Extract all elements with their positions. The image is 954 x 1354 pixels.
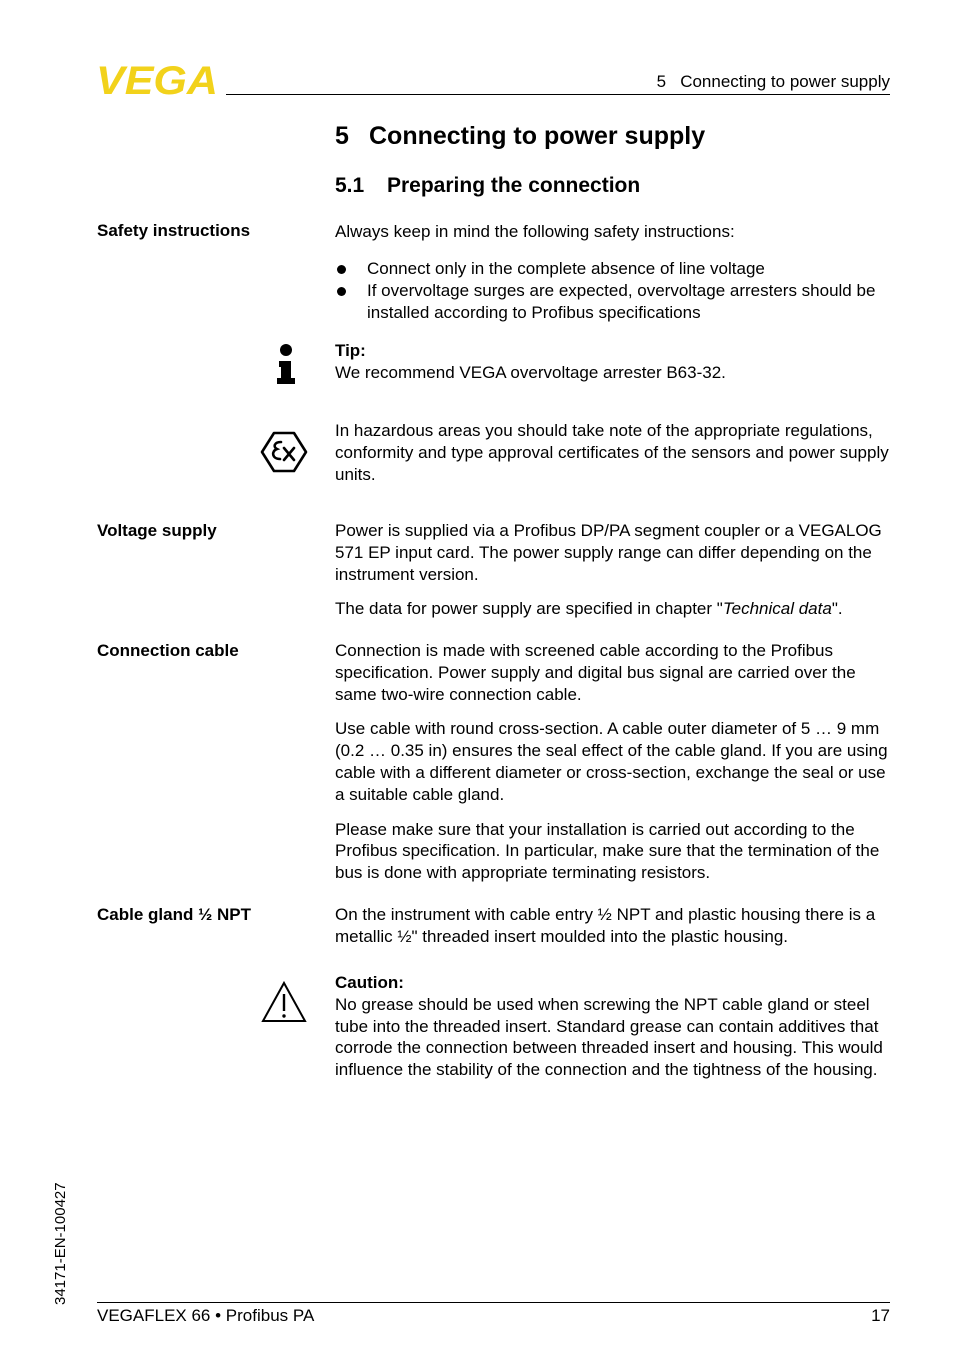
chapter-number: 5 xyxy=(335,122,349,150)
cable-paragraph-1: Connection is made with screened cable according to the Profibus specification. Power supply and digital bus signal are carried over the same two-wire connection cable. xyxy=(335,641,856,704)
safety-label: Safety instructions xyxy=(97,221,251,240)
hazard-text: In hazardous areas you should take note of the appropriate regulations, conformity and type approval certificates of the sensors and power supply units. xyxy=(335,421,889,484)
voltage-block xyxy=(335,520,895,620)
voltage-p2-text: The data for power supply are specified in chapter " xyxy=(335,599,723,619)
chapter-heading xyxy=(335,122,705,151)
tip-text: We recommend VEGA overvoltage arrester B63-32. xyxy=(335,362,726,382)
tip-title: Tip: xyxy=(335,341,366,360)
footer-product: VEGAFLEX 66 • Profibus PA xyxy=(97,1306,315,1325)
info-icon xyxy=(262,342,310,386)
warning-icon xyxy=(260,980,308,1024)
voltage-label: Voltage supply xyxy=(97,521,217,540)
technical-data-reference: Technical data xyxy=(722,599,832,619)
bullet-icon xyxy=(337,265,346,274)
hazard-block xyxy=(335,420,907,485)
bullet-icon xyxy=(337,287,346,296)
gland-block xyxy=(335,904,895,948)
caution-text: No grease should be used when screwing the NPT cable gland or steel tube into the threaded insert. Standard grease can contain additives that corrode the connection between threaded insert and housing. This would influence the stability of the connection and the tightness of the housing. xyxy=(335,994,883,1080)
cable-paragraph-2: Use cable with round cross-section. A cable outer diameter of 5 … 9 mm (0.2 … 0.35 in) ensures the seal effect of the cable gland. If you are using cable with a different diameter or cross-section, exchange the seal or use a suitable cable gland. xyxy=(335,719,888,804)
logo-text: VEGA xyxy=(96,62,218,98)
cable-label: Connection cable xyxy=(97,641,239,660)
gland-label: Cable gland ½ NPT xyxy=(97,905,251,924)
safety-intro-text: Always keep in mind the following safety instructions: xyxy=(335,222,735,241)
tip-block xyxy=(335,340,895,384)
voltage-paragraph-1: Power is supplied via a Profibus DP/PA segment coupler or a VEGALOG 571 EP input card. The power supply range can differ depending on the instrument version. xyxy=(335,521,882,584)
section-title: Preparing the connection xyxy=(387,174,641,197)
list-item-text: Connect only in the complete absence of line voltage xyxy=(367,259,765,278)
voltage-paragraph-2 xyxy=(335,598,895,620)
document-id: 34171-EN-100427 xyxy=(52,1182,69,1305)
footer-rule xyxy=(97,1302,890,1303)
vega-logo xyxy=(96,62,220,98)
gland-paragraph: On the instrument with cable entry ½ NPT and plastic housing there is a metallic ½" threaded insert moulded into the plastic housing. xyxy=(335,905,876,946)
voltage-p2-end: ". xyxy=(831,599,843,619)
running-header: 5 Connecting to power supply xyxy=(656,72,890,91)
section-number: 5.1 xyxy=(335,174,365,197)
list-item xyxy=(335,280,895,324)
list-item-text: If overvoltage surges are expected, overvoltage arresters should be installed according to Profibus specifications xyxy=(367,280,876,322)
page-number: 17 xyxy=(871,1306,890,1325)
ex-icon xyxy=(260,428,308,476)
caution-title: Caution: xyxy=(335,973,404,992)
chapter-title: Connecting to power supply xyxy=(369,122,706,150)
safety-intro xyxy=(335,221,895,243)
section-heading xyxy=(335,174,640,198)
cable-block xyxy=(335,640,895,884)
safety-list xyxy=(335,258,895,323)
caution-block xyxy=(335,972,895,1081)
header-rule xyxy=(226,94,890,95)
cable-paragraph-3: Please make sure that your installation is carried out according to the Profibus specification. In particular, make sure that the termination of the bus is done with appropriate terminating resistors. xyxy=(335,819,880,883)
list-item xyxy=(335,258,895,280)
